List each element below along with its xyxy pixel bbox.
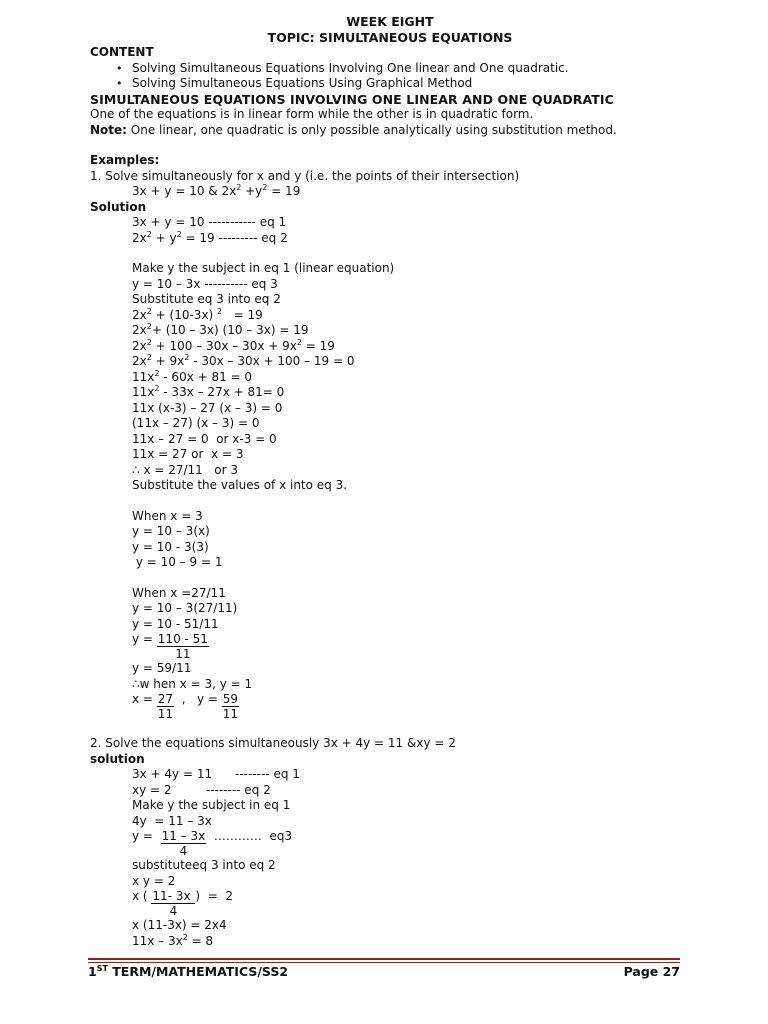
eq-line: $11x^2 - 60x + 81 = 0$: [132, 368, 253, 384]
eq-line: Substitute eq 3 into eq 2: [132, 292, 281, 306]
eq-line: Substitute the values of x into eq 3.: [132, 478, 348, 492]
examples-label: Examples:: [90, 153, 160, 167]
eq-line: $2x^2 + 100 - 30x - 30x + 9x^2 = 19$: [132, 337, 335, 353]
page-number: Page 27: [623, 964, 680, 979]
example1-question: 1. Solve simultaneously for x and y (i.e. the points of their intersection): [90, 168, 520, 183]
example1-equations: 3x + y = 10 & $2x^2 +y^2 = 19$: [132, 183, 301, 198]
eq-line: x (11-3x) = 2x4: [132, 918, 227, 932]
eq-line: y = 10 - 3(3): [132, 539, 209, 554]
eq-line: When x =27/11: [132, 585, 226, 600]
eq-line: y = 10 – 3(27/11): [132, 601, 238, 615]
example2-question: 2. Solve the equations simultaneously 3x + 4y = 11 &xy = 2: [90, 736, 456, 750]
topic-title: TOPIC: SIMULTANEOUS EQUATIONS: [267, 29, 513, 45]
section-intro: One of the equations is in linear form while the other is in quadratic form.: [90, 107, 534, 121]
fraction-line: x ( $\frac{11- 3x}{4}$ ) = 2: [132, 889, 234, 918]
example2-solution-label: solution: [90, 751, 145, 766]
eq-line: x y = 2: [132, 873, 176, 888]
example2-work: [90, 767, 690, 949]
fraction-line: y = $\frac{110 - 51}{11}$: [132, 632, 208, 661]
eq-line: 11x (x-3) – 27 (x – 3) = 0: [132, 400, 283, 415]
eq-line: ∴w hen x = 3, y = 1: [132, 676, 253, 691]
note-label: Note:: [90, 122, 127, 137]
eq-line: y = 10 – 9 = 1: [132, 555, 223, 569]
eq-line: (11x – 27) (x – 3) = 0: [132, 416, 260, 430]
eq-line: Make y the subject in eq 1 (linear equation): [132, 261, 395, 275]
eq-line: When x = 3: [132, 508, 203, 523]
fraction-line: x = $\frac{27}{11}$ , y = $\frac{59}{11}$: [132, 692, 239, 721]
eq-line: y = 10 – 3x ---------- eq 3: [132, 276, 278, 291]
eq-line: y = 10 - 51/11: [132, 616, 219, 631]
content-label: CONTENT: [90, 45, 154, 59]
eq-line: $2x^2 + 9x^2 - 30x - 30x + 100 - 19 = 0$: [132, 353, 355, 368]
example1-solution-label: Solution: [90, 199, 147, 214]
eq-line: y = 59/11: [132, 661, 192, 675]
content-bullet-1: • Solving Simultaneous Equations Involving One linear and One quadratic.: [116, 61, 690, 77]
eq-line: 4y = 11 – 3x: [132, 813, 212, 828]
eq-line: $2x^2 + (10-3x) ^2 = 19$: [132, 306, 263, 322]
eq-line: 11x = 27 or x = 3: [132, 447, 244, 461]
eq-line: 3x + y = 10 ----------- eq 1: [132, 215, 287, 229]
eq-line: ∴ x = 27/11 or 3: [132, 462, 238, 477]
eq-line: $11x^2 - 33x - 27x + 81= 0$: [132, 384, 285, 399]
eq-line: xy = 2 -------- eq 2: [132, 782, 271, 797]
eq-line: Make y the subject in eq 1: [132, 798, 291, 812]
content-list: [90, 61, 690, 92]
eq-line: 3x + 4y = 11 -------- eq 1: [132, 767, 300, 781]
note-text: One linear, one quadratic is only possible analytically using substitution method.: [126, 122, 617, 137]
footer-course: 1ST TERM/MATHEMATICS/SS2: [88, 963, 289, 979]
document-page: [90, 14, 690, 949]
eq-line: $2x^2 + y^2 = 19$ --------- eq 2: [132, 229, 288, 245]
week-title: WEEK EIGHT: [346, 14, 434, 29]
eq-line: substituteeq 3 into eq 2: [132, 858, 276, 872]
footer-divider: [88, 958, 680, 960]
eq-line: 11x – 27 = 0 or x-3 = 0: [132, 431, 277, 446]
fraction-line: y = $\frac{11 - 3x}{4}$ ………… eq3: [132, 829, 293, 858]
eq-line: $11x - 3x^2 = 8$: [132, 932, 214, 948]
content-bullet-2: • Solving Simultaneous Equations Using Graphical Method: [116, 76, 690, 92]
example1-work: [90, 215, 690, 721]
footer-divider-thin: [88, 962, 680, 963]
eq-line: y = 10 – 3(x): [132, 524, 210, 538]
note-line: [90, 123, 690, 139]
eq-line: $2x^2+ (10 - 3x)$ (10 – 3x) = 19: [132, 322, 309, 337]
section-heading: SIMULTANEOUS EQUATIONS INVOLVING ONE LINEAR AND ONE QUADRATIC: [90, 91, 614, 107]
